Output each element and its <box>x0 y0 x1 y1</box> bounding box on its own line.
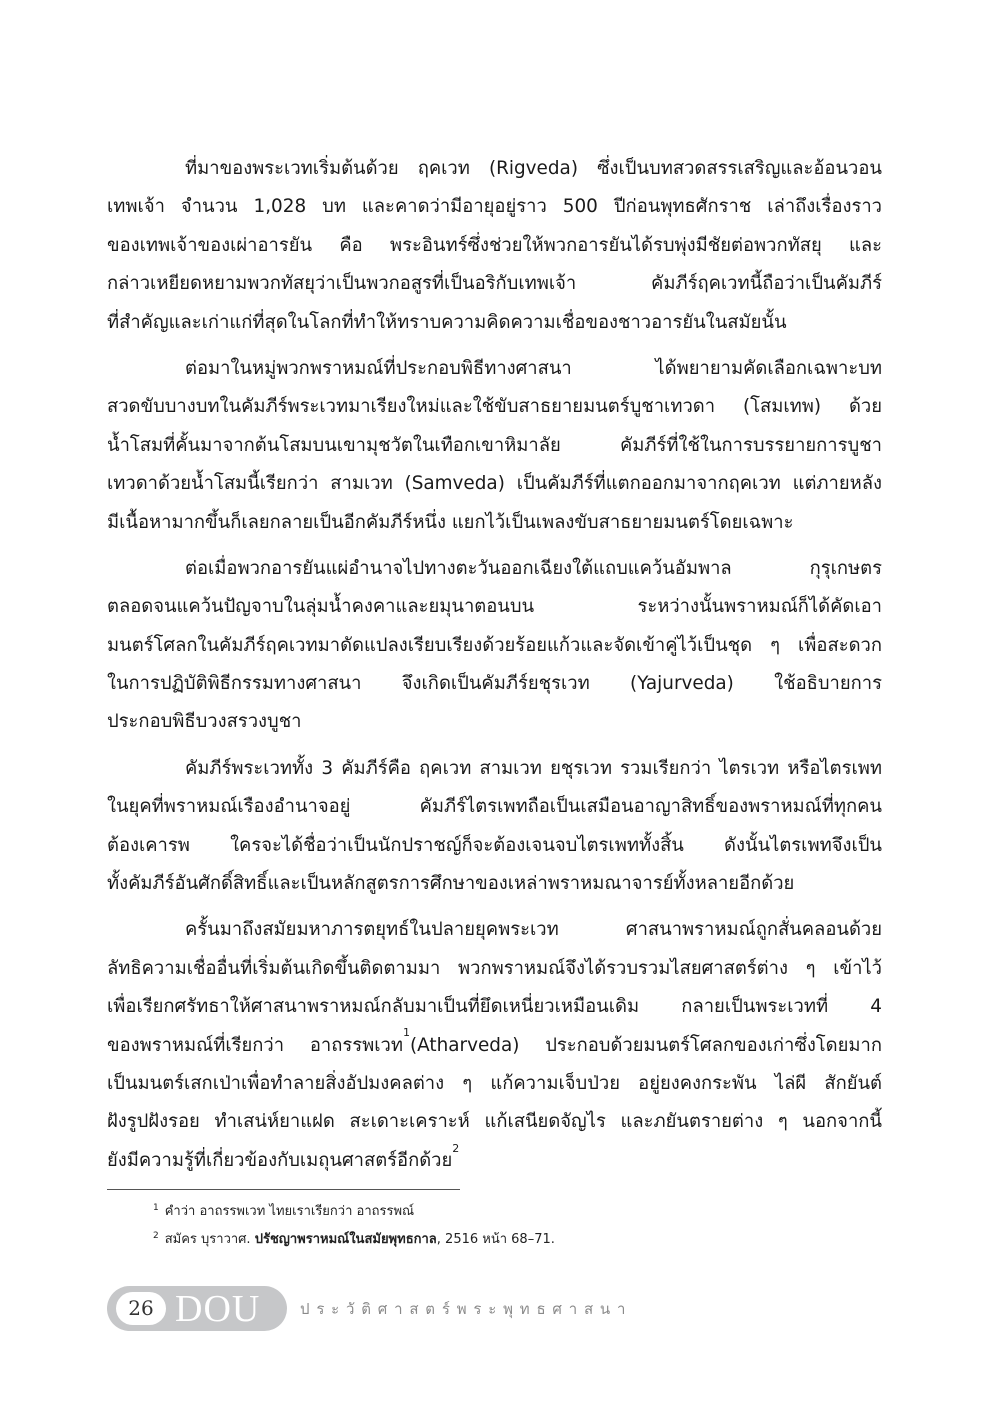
text-line <box>107 1142 882 1180</box>
footnote-book-title: ปรัชญาพราหมณ์ในสมัยพุทธกาล <box>254 1232 437 1247</box>
paragraph-traiveda <box>107 750 882 904</box>
footnote-ref-1[interactable]: 1 <box>402 1026 410 1040</box>
text-line: มนตร์โศลกในคัมภีร์ฤคเวทมาดัดแปลงเรียบเรียงด้วยร้อยแก้วและจัดเข้าคู่ไว้เป็นชุด ๆ เพื่อสะดวก <box>107 634 882 656</box>
text-line: เป็นมนตร์เสกเป่าเพื่อทำลายสิ่งอัปมงคลต่าง ๆ แก้ความเจ็บป่วย อยู่ยงคงกระพัน ไล่ผี สักยันต์ <box>107 1072 882 1094</box>
text-line: มีเนื้อหามากขึ้นก็เลยกลายเป็นอีกคัมภีร์หนึ่ง แยกไว้เป็นเพลงขับสาธยายมนตร์โดยเฉพาะ <box>107 511 794 533</box>
text-line: เทพเจ้า จำนวน 1,028 บท และคาดว่ามีอายุอยู่ราว 500 ปีก่อนพุทธศักราช เล่าถึงเรื่องราว <box>107 196 882 218</box>
paragraph-atharveda <box>107 911 882 1180</box>
text-line: ต้องเคารพ ใครจะได้ชื่อว่าเป็นนักปราชญ์ก็จะต้องเจนจบไตรเพททั้งสิ้น ดังนั้นไตรเพทจึงเป็น <box>107 834 882 856</box>
paragraph-samveda <box>107 350 882 542</box>
text-line: ทั้งคัมภีร์อันศักดิ์สิทธิ์และเป็นหลักสูตรการศึกษาของเหล่าพราหมณาจารย์ทั้งหลายอีกด้วย <box>107 873 795 895</box>
text-line: กล่าวเหยียดหยามพวกทัสยุว่าเป็นพวกอสูรที่เป็นอริกับเทพเจ้า คัมภีร์ฤคเวทนี้ถือว่าเป็นคัมภีร์ <box>107 273 882 295</box>
text-line <box>107 1027 882 1065</box>
footnote-1 <box>153 1198 873 1226</box>
text-line-start: ของพราหมณ์ที่เรียกว่า อาถรรพเวท <box>107 1034 403 1056</box>
text-line: เพื่อเรียกศรัทธาให้ศาสนาพราหมณ์กลับมาเป็นที่ยึดเหนี่ยวเหมือนเดิม กลายเป็นพระเวทที่ 4 <box>107 996 882 1018</box>
text-line: คัมภีร์พระเวททั้ง 3 คัมภีร์คือ ฤคเวท สามเวท ยชุรเวท รวมเรียกว่า ไตรเวท หรือไตรเพท <box>185 757 882 779</box>
text-line: ต่อเมื่อพวกอารยันแผ่อำนาจไปทางตะวันออกเฉียงใต้แถบแคว้นอัมพาล กุรุเกษตร <box>185 557 882 579</box>
footnote-author: สมัคร บุราวาศ. <box>164 1232 251 1247</box>
text-line: ลัทธิความเชื่ออื่นที่เริ่มต้นเกิดขึ้นติดตามมา พวกพราหมณ์จึงได้รวบรวมไสยศาสตร์ต่าง ๆ เข้าไว้ <box>107 957 882 979</box>
text-line: ตลอดจนแคว้นปัญจาบในลุ่มน้ำคงคาและยมุนาตอนบน ระหว่างนั้นพราหมณ์ก็ได้คัดเอา <box>107 596 882 618</box>
paragraph-yajurveda <box>107 550 882 742</box>
text-line: ที่สำคัญและเก่าแก่ที่สุดในโลกที่ทำให้ทราบความคิดความเชื่อของชาวอารยันในสมัยนั้น <box>107 311 787 333</box>
footnote-text: คำว่า อาถรรพเวท ไทยเราเรียกว่า อาถรรพณ์ <box>164 1204 415 1219</box>
text-line: น้ำโสมที่คั้นมาจากต้นโสมบนเขามุชวัตในเทือกเขาหิมาลัย คัมภีร์ที่ใช้ในการบรรยายการบูชา <box>107 434 882 456</box>
text-line: สวดขับบางบทในคัมภีร์พระเวทมาเรียงใหม่และใช้ขับสาธยายมนตร์บูชาเทวดา (โสมเทพ) ด้วย <box>107 396 882 418</box>
footnote-ref-2[interactable]: 2 <box>452 1141 460 1155</box>
text-line: ในการปฏิบัติพิธีกรรมทางศาสนา จึงเกิดเป็นคัมภีร์ยชุรเวท (Yajurveda) ใช้อธิบายการ <box>107 673 882 695</box>
footnote-2 <box>153 1226 873 1254</box>
text-line-start: ยังมีความรู้ที่เกี่ยวข้องกับเมถุนศาสตร์อีกด้วย <box>107 1149 453 1171</box>
text-line: ของเทพเจ้าของเผ่าอารยัน คือ พระอินทร์ซึ่งช่วยให้พวกอารยันได้รบพุ่งมีชัยต่อพวกทัสยุ และ <box>107 234 882 256</box>
text-line: ต่อมาในหมู่พวกพราหมณ์ที่ประกอบพิธีทางศาสนา ได้พยายามคัดเลือกเฉพาะบท <box>185 357 882 379</box>
body-text <box>107 150 882 1188</box>
footnote-publication: , 2516 หน้า 68–71. <box>436 1232 555 1247</box>
text-line: เทวดาด้วยน้ำโสมนี้เรียกว่า สามเวท (Samveda) เป็นคัมภีร์ที่แตกออกมาจากฤคเวท แต่ภายหลัง <box>107 473 882 495</box>
text-line: ในยุคที่พราหมณ์เรืองอำนาจอยู่ คัมภีร์ไตรเพทถือเป็นเสมือนอาญาสิทธิ์ของพราหมณ์ที่ทุกคน <box>107 796 882 818</box>
paragraph-rigveda <box>107 150 882 342</box>
page-badge <box>107 1286 287 1331</box>
brand-logo: DOU <box>175 1288 261 1330</box>
running-footer-title: ประวัติศาสตร์พระพุทธศาสนา <box>300 1300 633 1318</box>
text-line-end: (Atharveda) ประกอบด้วยมนตร์โศลกของเก่าซึ่งโดยมาก <box>409 1034 882 1056</box>
footnotes <box>153 1198 873 1254</box>
footnote-mark: 2 <box>153 1231 159 1241</box>
footnote-mark: 1 <box>153 1203 159 1213</box>
text-line: ครั้นมาถึงสมัยมหาภารตยุทธ์ในปลายยุคพระเวท ศาสนาพราหมณ์ถูกสั่นคลอนด้วย <box>185 919 882 941</box>
text-line: ฝังรูปฝังรอย ทำเสน่ห์ยาแฝด สะเดาะเคราะห์ แก้เสนียดจัญไร และภยันตรายต่าง ๆ นอกจากนี้ <box>107 1111 882 1133</box>
text-line: ที่มาของพระเวทเริ่มต้นด้วย ฤคเวท (Rigveda) ซึ่งเป็นบทสวดสรรเสริญและอ้อนวอน <box>185 158 882 179</box>
footnote-divider <box>107 1189 460 1190</box>
page-number: 26 <box>116 1292 166 1325</box>
text-line: ประกอบพิธีบวงสรวงบูชา <box>107 711 302 733</box>
